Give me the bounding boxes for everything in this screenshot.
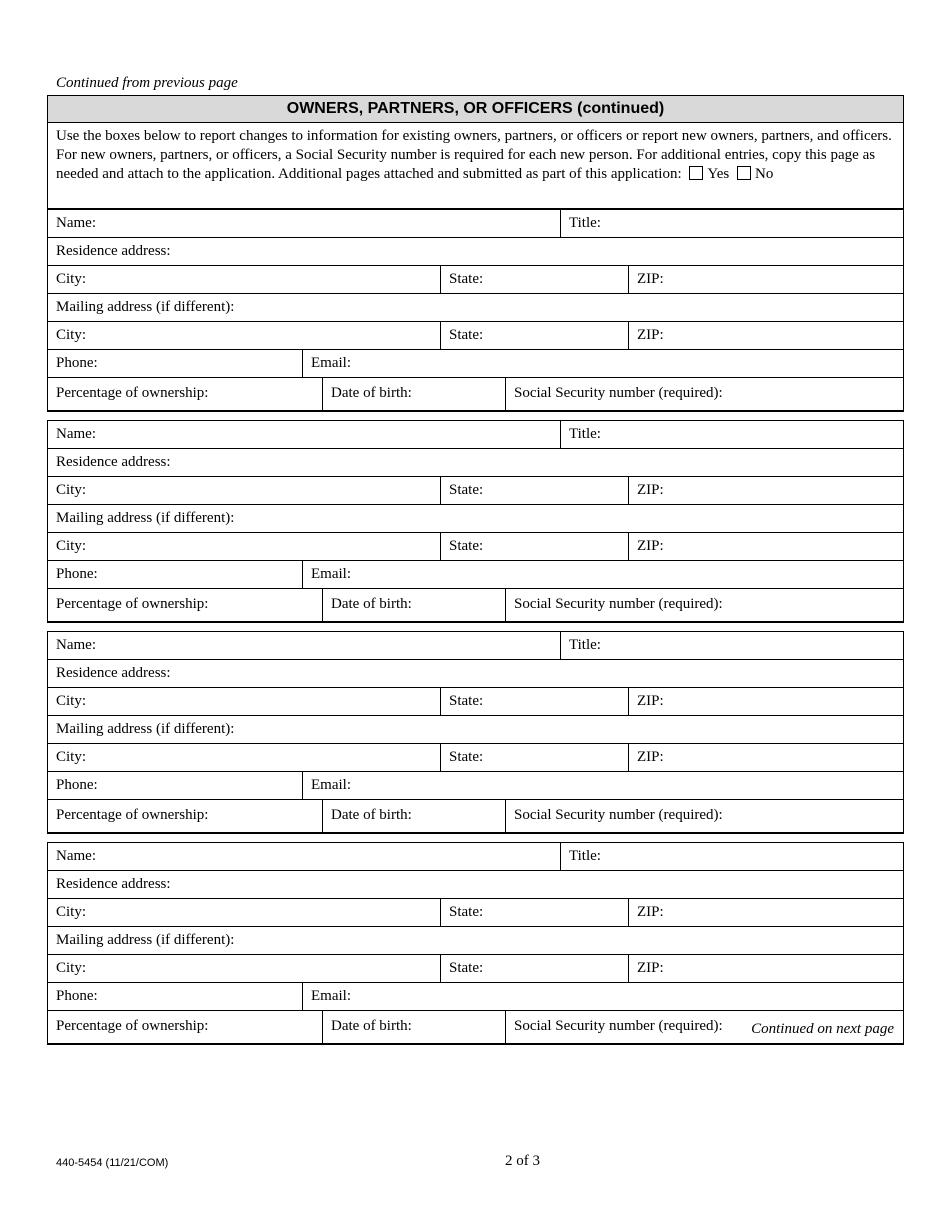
- mailing-zip-field[interactable]: ZIP:: [628, 533, 903, 560]
- state-field[interactable]: State:: [440, 477, 628, 504]
- email-field[interactable]: Email:: [302, 350, 903, 377]
- mailing-city-field[interactable]: City:: [56, 960, 87, 976]
- ssn-field[interactable]: Social Security number (required):: [505, 800, 903, 832]
- dob-field[interactable]: Date of birth:: [322, 378, 505, 410]
- residence-address-field[interactable]: Residence address:: [56, 665, 171, 681]
- state-field[interactable]: State:: [440, 899, 628, 926]
- continued-from-previous: Continued from previous page: [56, 75, 238, 91]
- page-number: 2 of 3: [505, 1153, 540, 1169]
- percentage-field[interactable]: Percentage of ownership:: [56, 385, 209, 401]
- mailing-state-field[interactable]: State:: [440, 744, 628, 771]
- phone-field[interactable]: Phone:: [56, 355, 98, 371]
- title-field[interactable]: Title:: [560, 632, 903, 659]
- mailing-address-field[interactable]: Mailing address (if different):: [56, 721, 235, 737]
- ssn-field[interactable]: Social Security number (required):: [505, 378, 903, 410]
- mailing-zip-field[interactable]: ZIP:: [628, 322, 903, 349]
- title-field[interactable]: Title:: [560, 210, 903, 237]
- city-field[interactable]: City:: [56, 693, 87, 709]
- email-field[interactable]: Email:: [302, 983, 903, 1010]
- dob-field[interactable]: Date of birth:: [322, 800, 505, 832]
- residence-address-field[interactable]: Residence address:: [56, 876, 171, 892]
- form-code: 440-5454 (11/21/COM): [56, 1157, 169, 1169]
- mailing-zip-field[interactable]: ZIP:: [628, 955, 903, 982]
- state-field[interactable]: State:: [440, 266, 628, 293]
- intro-text: Use the boxes below to report changes to information for existing owners, partners, or officers or report new owners, partners, and officers. For new owners, partners, or officers, a Social Security number is required for each new person. For additional entries, copy this page as needed and attach to the application. Additional pages attached and submitted as part of this application:: [56, 128, 892, 182]
- city-field[interactable]: City:: [56, 482, 87, 498]
- ssn-field[interactable]: Social Security number (required):: [505, 589, 903, 621]
- mailing-state-field[interactable]: State:: [440, 533, 628, 560]
- zip-field[interactable]: ZIP:: [628, 899, 903, 926]
- section-title: OWNERS, PARTNERS, OR OFFICERS (continued): [47, 95, 904, 123]
- city-field[interactable]: City:: [56, 271, 87, 287]
- name-field[interactable]: Name:: [56, 215, 96, 231]
- yes-checkbox[interactable]: [689, 166, 703, 180]
- owner-block-3: [47, 631, 904, 834]
- mailing-city-field[interactable]: City:: [56, 749, 87, 765]
- residence-address-field[interactable]: Residence address:: [56, 243, 171, 259]
- mailing-city-field[interactable]: City:: [56, 538, 87, 554]
- dob-field[interactable]: Date of birth:: [322, 1011, 505, 1043]
- title-field[interactable]: Title:: [560, 421, 903, 448]
- mailing-address-field[interactable]: Mailing address (if different):: [56, 510, 235, 526]
- mailing-city-field[interactable]: City:: [56, 327, 87, 343]
- percentage-field[interactable]: Percentage of ownership:: [56, 596, 209, 612]
- phone-field[interactable]: Phone:: [56, 988, 98, 1004]
- mailing-address-field[interactable]: Mailing address (if different):: [56, 299, 235, 315]
- mailing-address-field[interactable]: Mailing address (if different):: [56, 932, 235, 948]
- yes-label: Yes: [707, 166, 730, 182]
- email-field[interactable]: Email:: [302, 561, 903, 588]
- phone-field[interactable]: Phone:: [56, 566, 98, 582]
- title-field[interactable]: Title:: [560, 843, 903, 870]
- no-label: No: [754, 166, 774, 182]
- percentage-field[interactable]: Percentage of ownership:: [56, 1018, 209, 1034]
- email-field[interactable]: Email:: [302, 772, 903, 799]
- name-field[interactable]: Name:: [56, 637, 96, 653]
- name-field[interactable]: Name:: [56, 426, 96, 442]
- owner-block-4: [47, 842, 904, 1045]
- intro-section: [47, 123, 904, 209]
- city-field[interactable]: City:: [56, 904, 87, 920]
- mailing-state-field[interactable]: State:: [440, 322, 628, 349]
- owners-form: [47, 95, 904, 1045]
- state-field[interactable]: State:: [440, 688, 628, 715]
- dob-field[interactable]: Date of birth:: [322, 589, 505, 621]
- name-field[interactable]: Name:: [56, 848, 96, 864]
- no-checkbox[interactable]: [737, 166, 751, 180]
- mailing-state-field[interactable]: State:: [440, 955, 628, 982]
- owner-block-2: [47, 420, 904, 623]
- mailing-zip-field[interactable]: ZIP:: [628, 744, 903, 771]
- zip-field[interactable]: ZIP:: [628, 266, 903, 293]
- owner-block-1: [47, 209, 904, 412]
- zip-field[interactable]: ZIP:: [628, 688, 903, 715]
- phone-field[interactable]: Phone:: [56, 777, 98, 793]
- ssn-field[interactable]: Social Security number (required):: [505, 1011, 903, 1043]
- percentage-field[interactable]: Percentage of ownership:: [56, 807, 209, 823]
- continued-on-next: Continued on next page: [751, 1021, 894, 1037]
- residence-address-field[interactable]: Residence address:: [56, 454, 171, 470]
- zip-field[interactable]: ZIP:: [628, 477, 903, 504]
